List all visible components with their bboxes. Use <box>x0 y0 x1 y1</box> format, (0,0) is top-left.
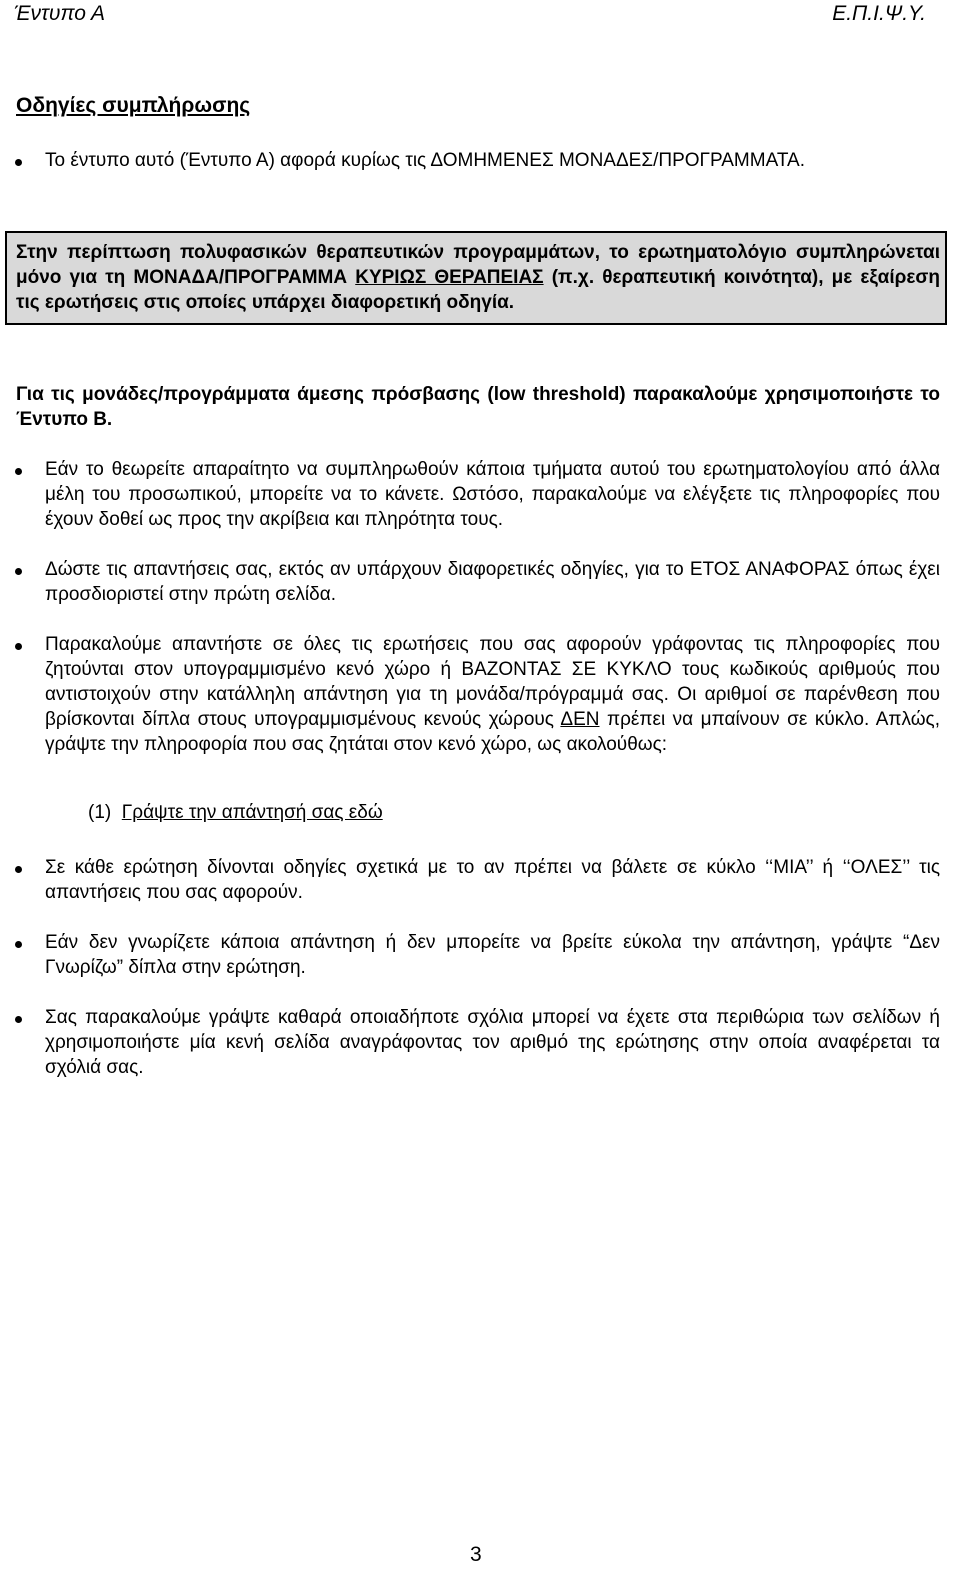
underlined-emphasis: ΔΕΝ <box>560 709 600 730</box>
example-answer-line <box>88 802 893 824</box>
bullet-icon <box>15 1016 22 1023</box>
highlight-box-text: Στην περίπτωση πολυφασικών θεραπευτικών προγραμμάτων, το ερωτηματολόγιο συμπληρώνεται μόνο για τη ΜΟΝΑΔΑ/ΠΡΟΓΡΑΜΜΑ ΚΥΡΙΩΣ ΘΕΡΑΠΕΙΑΣ (π.χ. θεραπευτική κοινότητα), με εξαίρεση τις ερωτήσεις στις οποίες υπάρχει διαφορετική οδηγία. <box>16 242 940 313</box>
underlined-emphasis: ΚΥΡΙΩΣ ΘΕΡΑΠΕΙΑΣ <box>355 267 544 288</box>
instructions-heading: Οδηγίες συμπλήρωσης <box>16 94 251 117</box>
header-organization: Ε.Π.Ι.Ψ.Υ. <box>832 2 926 25</box>
bullet-icon <box>15 568 22 575</box>
header-form-label: Έντυπο Α <box>14 2 105 25</box>
bullet-text: Σας παρακαλούμε γράψτε καθαρά οποιαδήποτε σχόλια μπορεί να έχετε στα περιθώρια των σελίδων ή χρησιμοποιήστε μία κενή σελίδα αναγράφοντας τον αριθμό της ερώτησης στην οποία αναφέρεται τα σχόλιά σας. <box>45 1007 940 1078</box>
bullet-text: Δώστε τις απαντήσεις σας, εκτός αν υπάρχουν διαφορετικές οδηγίες, για το ΕΤΟΣ ΑΝΑΦΟΡΑΣ όπως έχει προσδιοριστεί στην πρώτη σελίδα. <box>45 559 940 605</box>
bullet-text: Το έντυπο αυτό (Έντυπο Α) αφορά κυρίως τις ΔΟΜΗΜΕΝΕΣ ΜΟΝΑΔΕΣ/ΠΡΟΓΡΑΜΜΑΤΑ. <box>45 150 805 171</box>
bullet-text: Σε κάθε ερώτηση δίνονται οδηγίες σχετικά με το αν πρέπει να βάλετε σε κύκλο ‘‘ΜΙΑ’’ ή ‘‘ΟΛΕΣ’’ τις απαντήσεις που σας αφορούν. <box>45 857 940 903</box>
page-number: 3 <box>470 1543 482 1566</box>
bullet-text: Εάν δεν γνωρίζετε κάποια απάντηση ή δεν μπορείτε να βρείτε εύκολα την απάντηση, γράψτε “Δεν Γνωρίζω” δίπλα στην ερώτηση. <box>45 932 940 978</box>
bullet-icon <box>15 941 22 948</box>
bullet-icon <box>15 159 22 166</box>
bullet-icon <box>15 866 22 873</box>
bullet-text: Εάν το θεωρείτε απαραίτητο να συμπληρωθούν κάποια τμήματα αυτού του ερωτηματολογίου από άλλα μέλη του προσωπικού, μπορείτε να το κάνετε. Ωστόσο, παρακαλούμε να ελέγξετε τις πληροφορίες που έχουν δοθεί ως προς την ακρίβεια και πληρότητα τους. <box>45 459 940 530</box>
low-threshold-note: Για τις μονάδες/προγράμματα άμεσης πρόσβασης (low threshold) παρακαλούμε χρησιμοποιήστε το Έντυπο Β. <box>16 384 940 430</box>
bullet-icon <box>15 643 22 650</box>
example-answer-text: Γράψτε την απάντησή σας εδώ <box>121 802 383 823</box>
bullet-text: Παρακαλούμε απαντήστε σε όλες τις ερωτήσεις που σας αφορούν γράφοντας τις πληροφορίες που ζητούνται στον υπογραμμισμένο κενό χώρο ή ΒΑΖΟΝΤΑΣ ΣΕ ΚΥΚΛΟ τους κωδικούς αριθμούς που αντιστοιχούν στην κατάλληλη απάντηση για τη μονάδα/πρόγραμμά σας. Οι αριθμοί σε παρένθεση που βρίσκονται δίπλα στους υπογραμμισμένους κενούς χώρους ΔΕΝ πρέπει να μπαίνουν σε κύκλο. Απλώς, γράψτε την πληροφορία που σας ζητάται στον κενό χώρο, ως ακολούθως: <box>45 634 940 755</box>
example-number: (1) <box>88 802 112 823</box>
bullet-icon <box>15 468 22 475</box>
